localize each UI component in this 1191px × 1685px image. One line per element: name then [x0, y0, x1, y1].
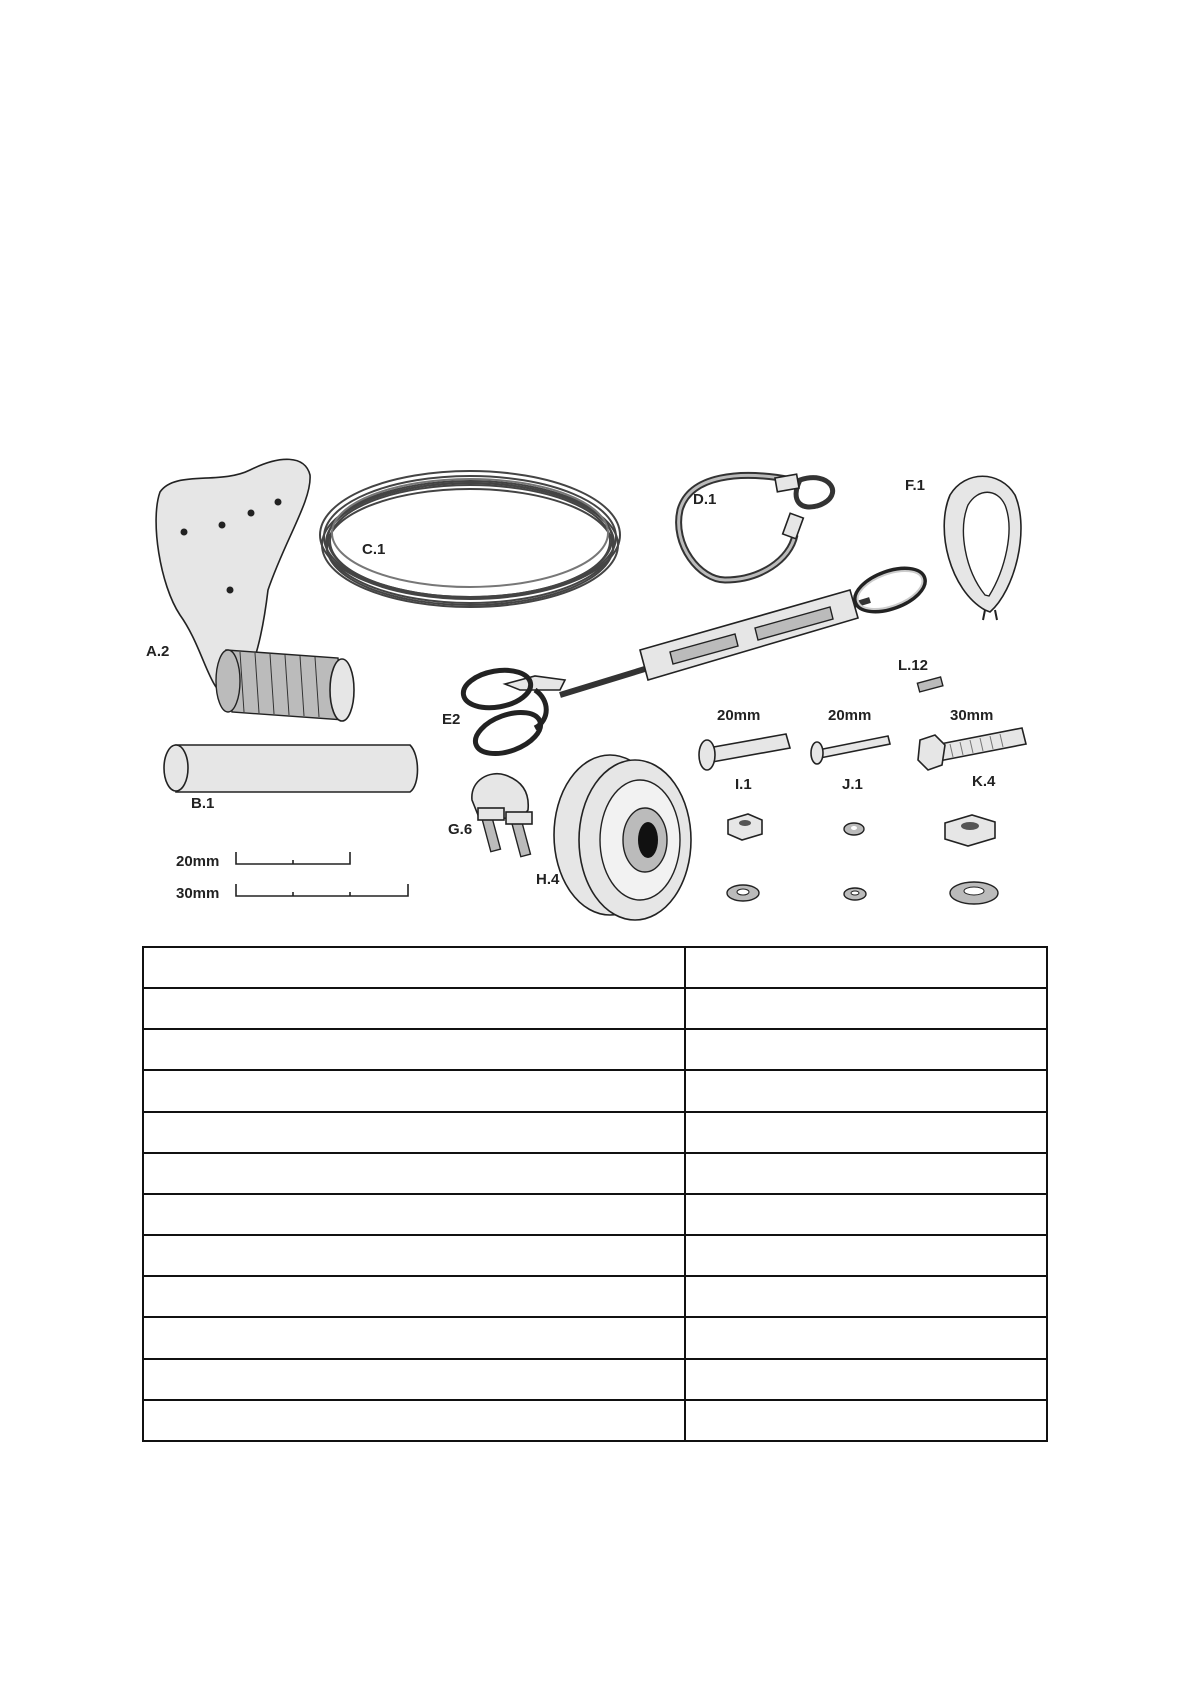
nut-i-illustration — [728, 814, 762, 840]
table-cell-description — [143, 1070, 685, 1111]
crank-handle-illustration — [156, 459, 354, 721]
table-cell-description — [143, 1235, 685, 1276]
table-cell-description — [143, 1029, 685, 1070]
table-row — [143, 1112, 1047, 1153]
part-label-g: G.6 — [448, 821, 473, 838]
table-row — [143, 1359, 1047, 1400]
washer-i-illustration — [727, 885, 759, 901]
part-label-f: F.1 — [905, 477, 926, 494]
size-label-k: 30mm — [950, 707, 994, 724]
table-cell-description — [143, 1400, 685, 1441]
cable-coil-illustration — [320, 471, 620, 607]
washer-k-illustration — [950, 882, 998, 904]
table-cell-description — [143, 1112, 685, 1153]
table-row — [143, 988, 1047, 1029]
bolt-k-illustration — [918, 728, 1026, 770]
part-label-h: H.4 — [536, 871, 560, 888]
part-label-d: D.1 — [693, 491, 717, 508]
table-cell-description — [143, 1317, 685, 1358]
bolt-j-illustration — [811, 736, 890, 764]
pulley-wheel-illustration — [554, 755, 691, 920]
set-screw-illustration — [917, 677, 943, 692]
size-label-j: 20mm — [828, 707, 872, 724]
scale-label-small: 20mm — [176, 853, 220, 870]
table-cell-description — [143, 1359, 685, 1400]
scale-bar-large — [236, 884, 408, 896]
table-cell-description — [143, 1276, 685, 1317]
table-row — [143, 1029, 1047, 1070]
part-label-c: C.1 — [362, 541, 386, 558]
wire-rope-clip-illustration — [472, 774, 532, 857]
part-label-b: B.1 — [191, 795, 215, 812]
table-cell-quantity — [685, 1070, 1047, 1111]
scale-bar-small — [236, 852, 350, 864]
table-cell-description — [143, 1153, 685, 1194]
table-row — [143, 1235, 1047, 1276]
table-cell-description — [143, 1194, 685, 1235]
part-label-l: L.12 — [898, 657, 929, 674]
thimble-illustration — [944, 476, 1021, 620]
table-cell-description — [143, 947, 685, 988]
part-label-a: A.2 — [146, 643, 170, 660]
table-row — [143, 1070, 1047, 1111]
table-row — [143, 1400, 1047, 1441]
table-cell-quantity — [685, 947, 1047, 988]
nut-k-illustration — [945, 815, 995, 846]
table-cell-quantity — [685, 1112, 1047, 1153]
table-cell-quantity — [685, 1317, 1047, 1358]
part-label-j: J.1 — [842, 776, 863, 793]
size-label-i: 20mm — [717, 707, 761, 724]
table-row — [143, 947, 1047, 988]
nut-j-illustration — [844, 823, 864, 835]
part-label-i: I.1 — [735, 776, 752, 793]
table-cell-quantity — [685, 1194, 1047, 1235]
part-label-e: E2 — [442, 711, 461, 728]
rod-illustration — [164, 745, 418, 792]
part-label-k: K.4 — [972, 773, 996, 790]
table-cell-quantity — [685, 1153, 1047, 1194]
table-cell-quantity — [685, 988, 1047, 1029]
table-row — [143, 1317, 1047, 1358]
table-cell-quantity — [685, 1400, 1047, 1441]
washer-j-illustration — [844, 888, 866, 900]
table-row — [143, 1153, 1047, 1194]
bolt-i-illustration — [699, 734, 790, 770]
table-cell-description — [143, 988, 685, 1029]
table-row — [143, 1194, 1047, 1235]
table-cell-quantity — [685, 1276, 1047, 1317]
scale-label-large: 30mm — [176, 885, 220, 902]
parts-list-table — [142, 946, 1048, 1442]
table-cell-quantity — [685, 1235, 1047, 1276]
table-cell-quantity — [685, 1359, 1047, 1400]
table-cell-quantity — [685, 1029, 1047, 1070]
table-row — [143, 1276, 1047, 1317]
